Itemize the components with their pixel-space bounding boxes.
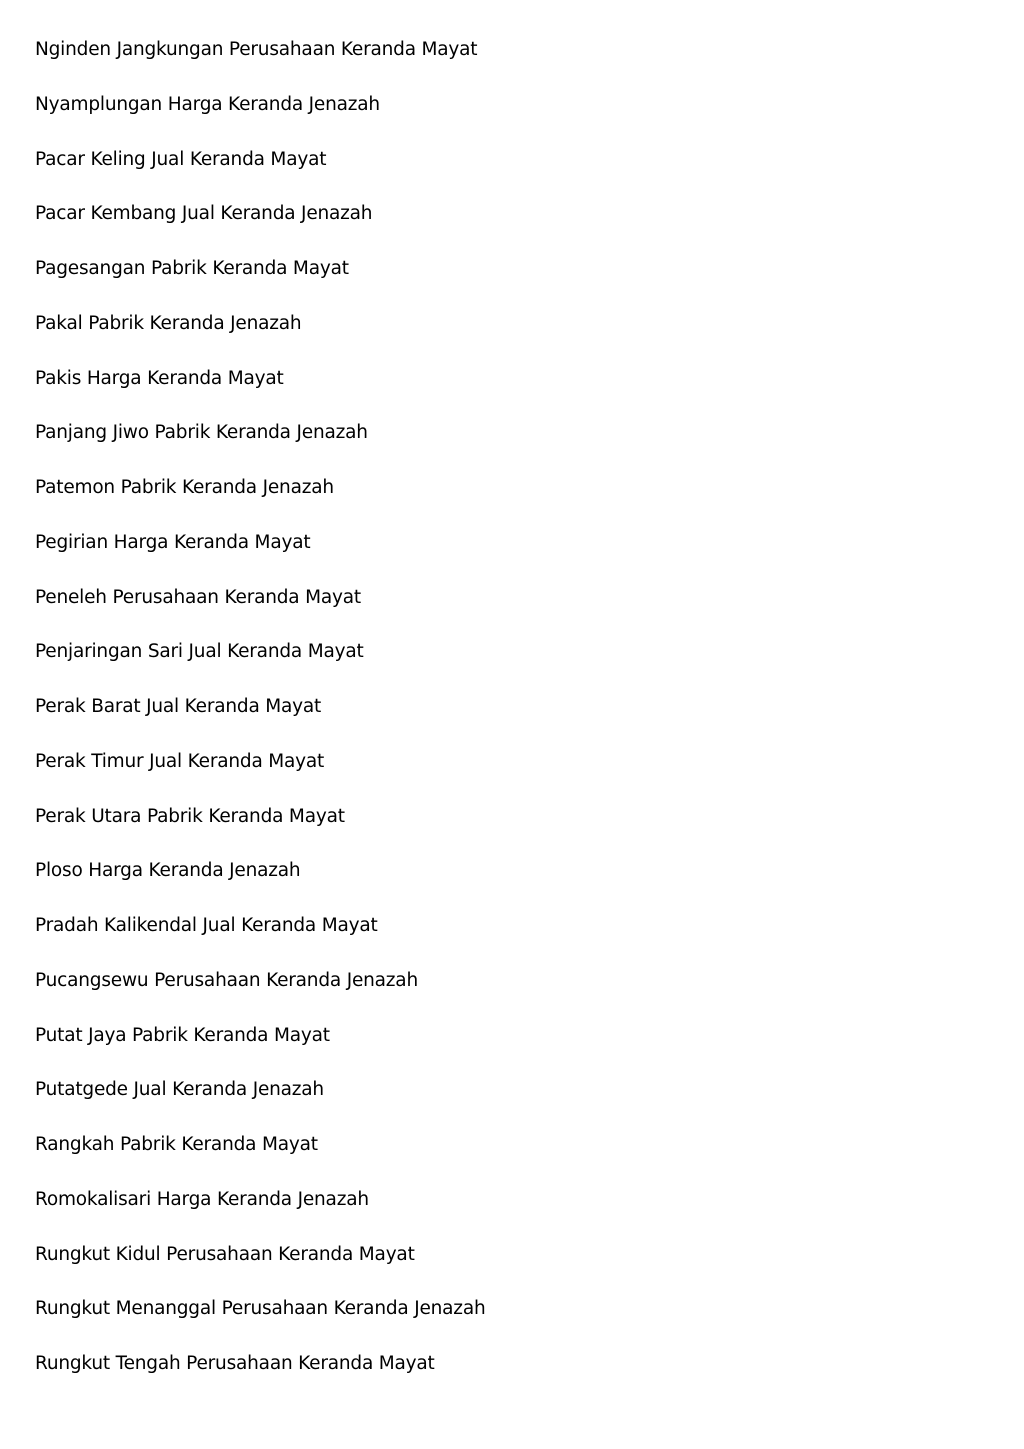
list-item: Pucangsewu Perusahaan Keranda Jenazah <box>35 969 418 991</box>
list-item: Penjaringan Sari Jual Keranda Mayat <box>35 641 364 663</box>
list-item: Pakal Pabrik Keranda Jenazah <box>35 312 302 334</box>
list-item: Perak Utara Pabrik Keranda Mayat <box>35 805 345 827</box>
list-item: Perak Timur Jual Keranda Mayat <box>35 750 325 772</box>
list-item: Peneleh Perusahaan Keranda Mayat <box>35 586 361 608</box>
list-item: Putatgede Jual Keranda Jenazah <box>35 1079 324 1101</box>
list-item: Putat Jaya Pabrik Keranda Mayat <box>35 1024 330 1046</box>
list-item: Pagesangan Pabrik Keranda Mayat <box>35 258 349 279</box>
list-item: Patemon Pabrik Keranda Jenazah <box>35 477 334 498</box>
keyword-list <box>35 36 485 1405</box>
list-item: Rungkut Kidul Perusahaan Keranda Mayat <box>35 1243 415 1265</box>
list-item: Rungkut Menanggal Perusahaan Keranda Jenazah <box>35 1298 486 1320</box>
list-item: Pegirian Harga Keranda Mayat <box>35 531 311 553</box>
list-item: Panjang Jiwo Pabrik Keranda Jenazah <box>35 422 368 444</box>
list-item: Pakis Harga Keranda Mayat <box>35 367 284 389</box>
list-item: Nyamplungan Harga Keranda Jenazah <box>35 93 380 115</box>
list-item: Ploso Harga Keranda Jenazah <box>35 860 301 882</box>
list-item: Romokalisari Harga Keranda Jenazah <box>35 1188 369 1210</box>
list-item: Pacar Keling Jual Keranda Mayat <box>35 148 327 170</box>
list-item: Perak Barat Jual Keranda Mayat <box>35 696 322 717</box>
list-item: Pacar Kembang Jual Keranda Jenazah <box>35 203 373 225</box>
list-item: Nginden Jangkungan Perusahaan Keranda Mayat <box>35 39 478 60</box>
list-item: Pradah Kalikendal Jual Keranda Mayat <box>35 915 378 936</box>
list-item: Rungkut Tengah Perusahaan Keranda Mayat <box>35 1353 435 1374</box>
list-item: Rangkah Pabrik Keranda Mayat <box>35 1134 318 1155</box>
